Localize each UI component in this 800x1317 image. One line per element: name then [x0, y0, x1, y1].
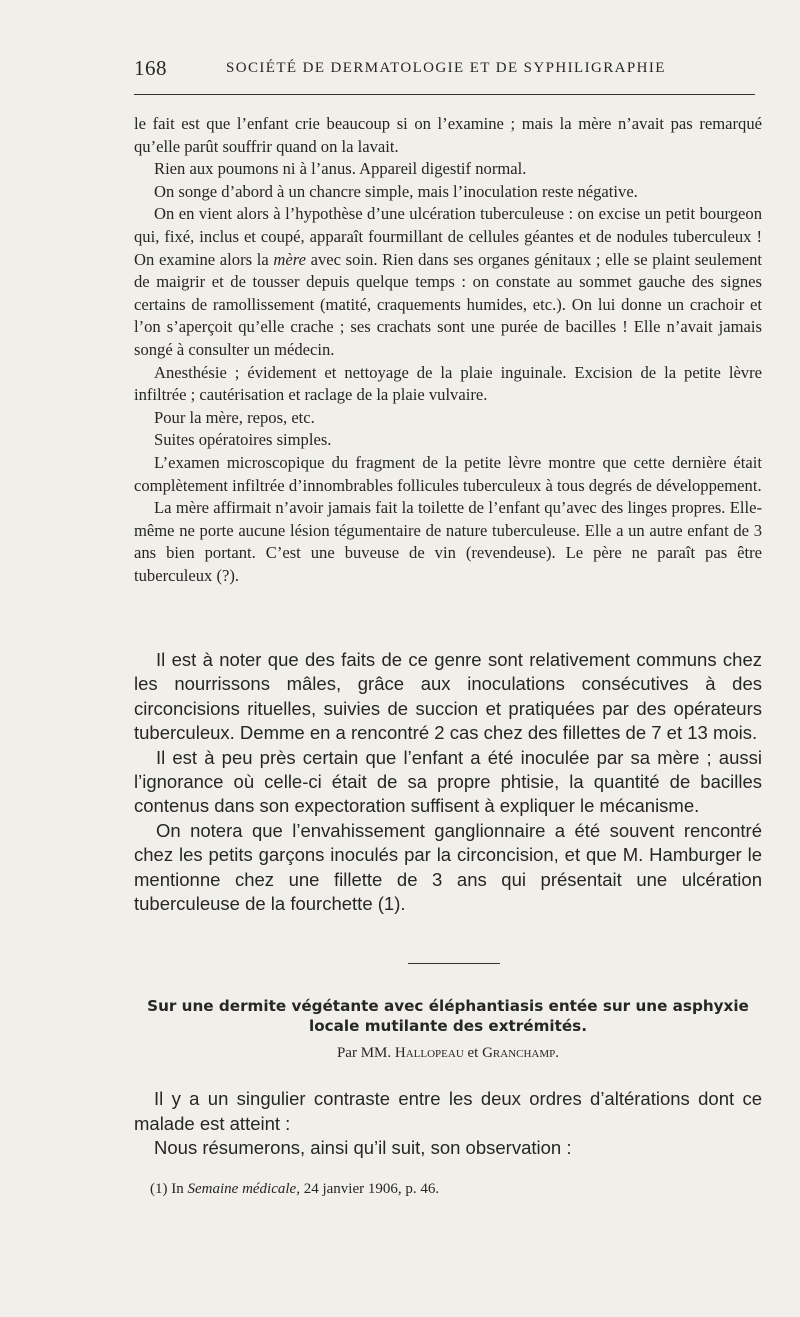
paragraph: Pour la mère, repos, etc.: [154, 407, 315, 427]
page-number: 168: [134, 56, 167, 80]
paragraph: Suites opératoires simples.: [154, 430, 332, 450]
paragraph: Il est à noter que des faits de ce genre sont relativement communs chez les nourrissons mâles, grâce aux inoculations consécutives à des circoncisions rituelles, suivies de succion et pratiquées par des opérateurs tuberculeux. Demme en a rencontré 2 cas chez des fillettes de 7 et 13 mois.: [134, 649, 762, 744]
commentary-text: [134, 648, 762, 916]
text-run: avec soin. Rien dans ses organes génitaux ; elle se plaint seulement de maigrir et de tousser depuis quelque temps : on constate au sommet gauche des signes certains de ramollissement (matité, craquements humides, etc.). On lui donne un crachoir et l’on s’aperçoit qu’elle crache ; ses crachats sont une purée de bacilles ! Elle n’avait jamais songé à consulter un médecin.: [134, 249, 763, 359]
footnote: [150, 1181, 439, 1198]
authors-prefix: Par MM.: [336, 1045, 392, 1061]
paragraph: Nous résumerons, ainsi qu’il suit, son observation :: [154, 1137, 572, 1159]
footnote-detail: 24 janvier 1906, p. 46.: [303, 1181, 440, 1197]
paragraph: Il y a un singulier contraste entre les deux ordres d’altérations dont ce malade est atteint :: [134, 1088, 762, 1134]
paragraph: L’examen microscopique du fragment de la petite lèvre montre que cette dernière était complètement infiltrée d’innombrables follicules tuberculeux à tous degrés de développement.: [134, 452, 762, 495]
article-body: [134, 1087, 762, 1161]
paragraph: Il est à peu près certain que l’enfant a été inoculée par sa mère ; aussi l’ignorance où celle-ci était de sa propre phtisie, la quantité de bacilles contenus dans son expectoration suffisent à expliquer le mécanisme.: [134, 746, 762, 817]
author-name: Granchamp.: [482, 1045, 560, 1061]
paragraph: On songe d’abord à un chancre simple, mais l’inoculation reste négative.: [154, 181, 638, 201]
running-title: SOCIÉTÉ DE DERMATOLOGIE ET DE SYPHILIGRAPHIE: [226, 60, 666, 76]
footnote-source: Semaine médicale,: [187, 1181, 300, 1197]
paragraph: On notera que l’envahissement ganglionnaire a été souvent rencontré chez les petits garçons inoculés par la circoncision, et que M. Hamburger le mentionne chez une fillette de 3 ans qui présentait une ulcération tuberculeuse de la fourchette (1).: [134, 819, 762, 915]
authors-joiner: et: [467, 1045, 479, 1061]
header-rule: [134, 94, 755, 95]
article-title: Sur une dermite végétante avec éléphantiasis entée sur une asphyxie locale mutilante des extrémités.: [147, 997, 749, 1035]
paragraph: le fait est que l’enfant crie beaucoup si on l’examine ; mais la mère n’avait pas remarqué qu’elle parût souffrir quand on la lavait.: [134, 114, 762, 156]
paragraph: Anesthésie ; évidement et nettoyage de la plaie inguinale. Excision de la petite lèvre infiltrée ; cautérisation et raclage de la plaie vulvaire.: [134, 362, 762, 405]
article-authors: [132, 1045, 764, 1062]
section-divider: [408, 963, 500, 964]
case-report-text: [134, 113, 762, 587]
paragraph: La mère affirmait n’avoir jamais fait la toilette de l’enfant qu’avec des linges propres. Elle-même ne porte aucune lésion tégumentaire de nature tuberculeuse. Elle a un autre enfant de 3 ans bien portant. C’est une buveuse de vin (revendeuse). Le père ne paraît pas être tuberculeux (?).: [134, 498, 762, 585]
text-run: On en vient alors à l’hypothèse d’une ulcération tuberculeuse : on excise un petit bourgeon qui, fixé, inclus et coupé, apparaît fourmillant de cellules géantes et de nodules tuberculeux ! On examine alors la: [134, 204, 762, 269]
page-header: [134, 54, 764, 84]
emphasized-word: mère: [273, 249, 306, 269]
paragraph-with-emphasis: [134, 203, 762, 361]
footnote-marker: (1) In: [150, 1181, 184, 1197]
author-name: Hallopeau: [394, 1045, 464, 1061]
paragraph: Rien aux poumons ni à l’anus. Appareil digestif normal.: [154, 159, 527, 179]
